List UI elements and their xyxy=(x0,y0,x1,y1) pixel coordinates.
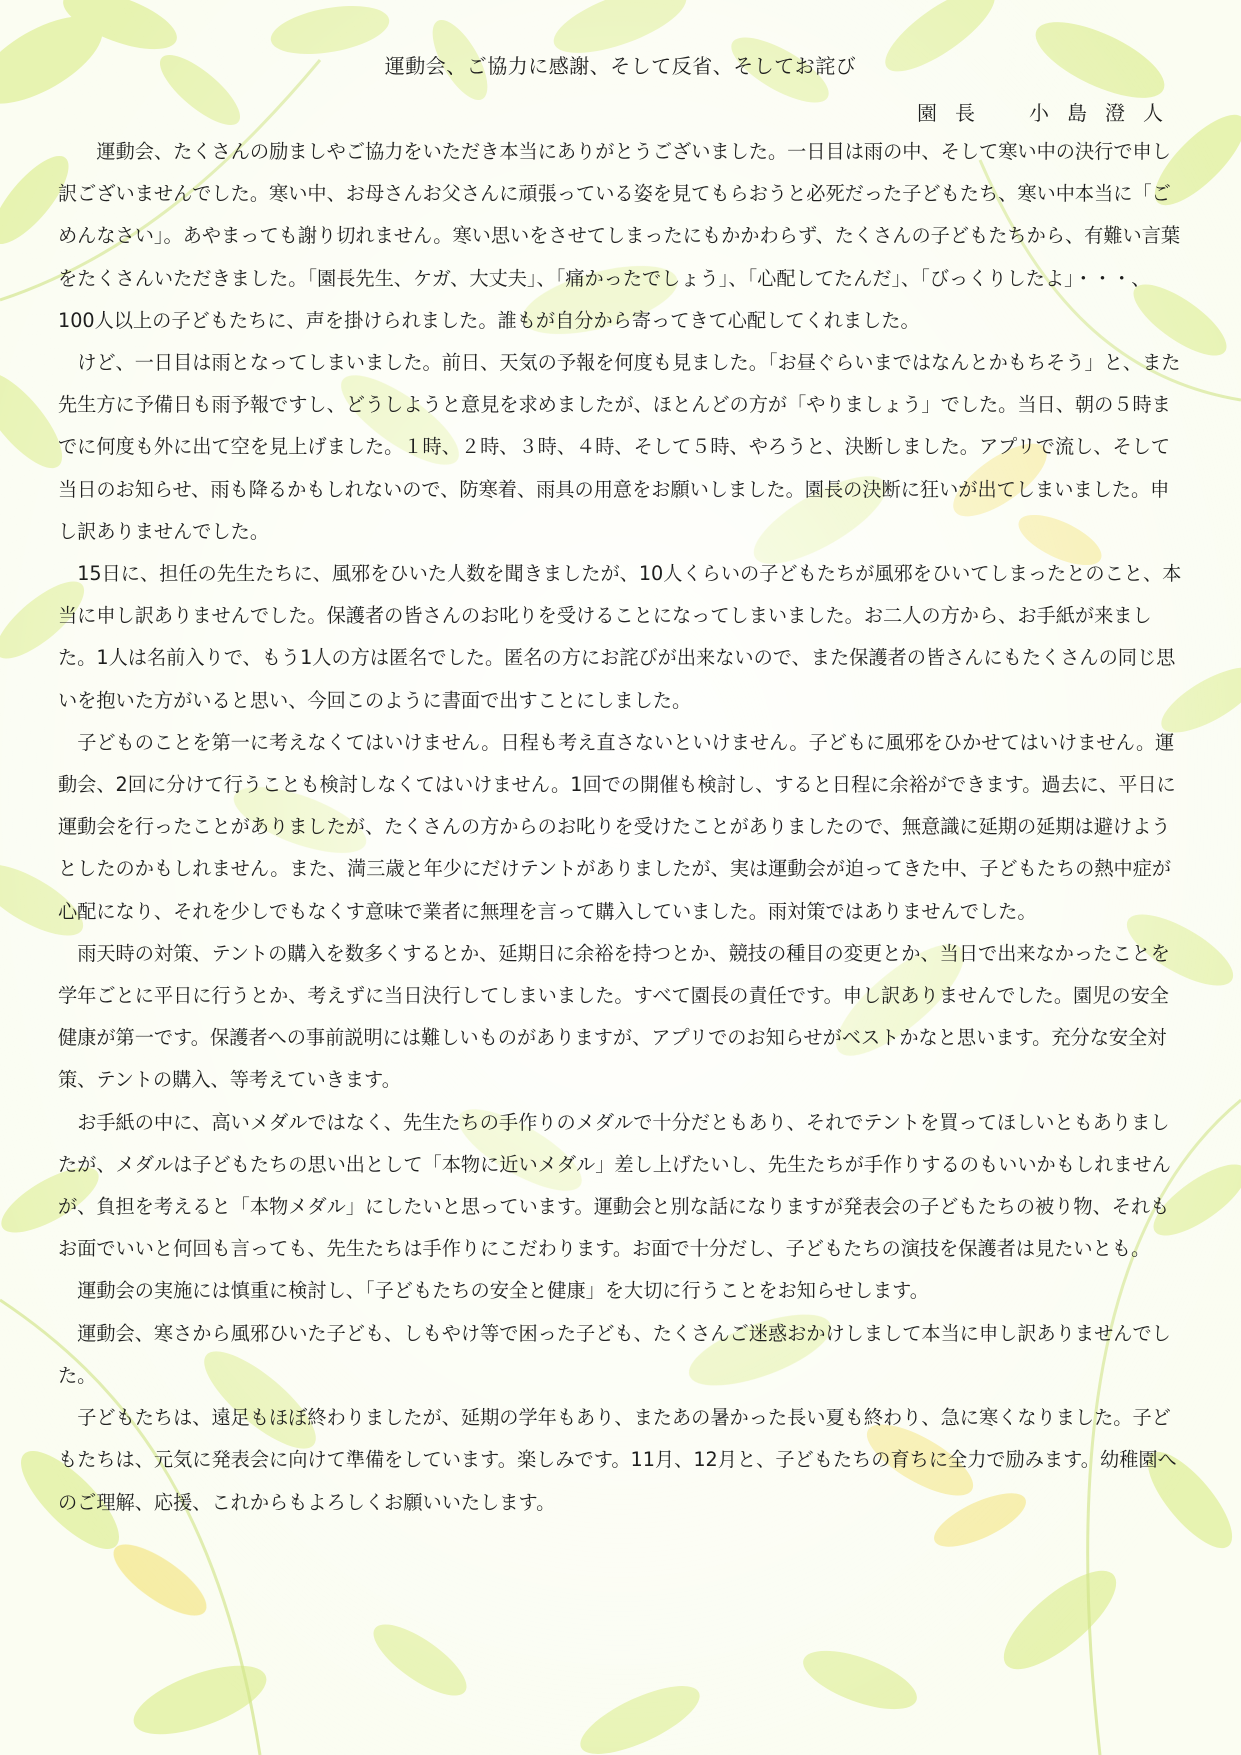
paragraph: お手紙の中に、高いメダルではなく、先生たちの手作りのメダルで十分だともあり、それでテントを買ってほしいともありましたが、メダルは子どもたちの思い出として「本物に近いメダル」差し上げたいし、先生たちが手作りするのもいいかもしれませんが、負担を考えると「本物メダル」にしたいと思っています。運動会と別な話になりますが発表会の子どもたちの被り物、それもお面でいいと何回も言っても、先生たちは手作りにこだわります。お面で十分だし、子どもたちの演技を保護者は見たいとも。 xyxy=(58,1110,1171,1261)
paragraph: けど、一日目は雨となってしまいました。前日、天気の予報を何度も見ました。「お昼ぐらいまではなんとかもちそう」と、また先生方に予備日も雨予報ですし、どうしようと意見を求めましたが、ほとんどの方が「やりましょう」でした。当日、朝の５時までに何度も外に出て空を見上げました。１時、２時、３時、４時、そして５時、やろうと、決断しました。アプリで流し、そして当日のお知らせ、雨も降るかもしれないので、防寒着、雨具の用意をお願いしました。園長の決断に狂いが出てしまいました。申し訳ありませんでした。 xyxy=(58,351,1181,543)
paragraph: 運動会の実施には慎重に検討し、「子どもたちの安全と健康」を大切に行うことをお知らせします。 xyxy=(77,1279,929,1303)
paragraph: 運動会、寒さから風邪ひいた子ども、しもやけ等で困った子ども、たくさんご迷惑おかけしまして本当に申し訳ありませんでした。 xyxy=(58,1321,1171,1387)
letter-body xyxy=(58,131,1184,1524)
author-signature xyxy=(917,97,1181,126)
letter-title: 運動会、ご協力に感謝、そして反省、そしてお詫び xyxy=(384,54,857,78)
paragraph: 15日に、担任の先生たちに、風邪をひいた人数を聞きましたが、10人くらいの子どもたちが風邪をひいてしまったとのこと、本当に申し訳ありませんでした。保護者の皆さんのお叱りを受けることになってしまいました。お二人の方から、お手紙が来ました。1人は名前入りで、もう1人の方は匿名でした。匿名の方にお詫びが出来ないので、また保護者の皆さんにもたくさんの同じ思いを抱いた方がいると思い、今回このように書面で出すことにしました。 xyxy=(58,562,1182,712)
paragraph: 子どものことを第一に考えなくてはいけません。日程も考え直さないといけません。子どもに風邪をひかせてはいけません。運動会、2回に分けて行うことも検討しなくてはいけません。1回での開催も検討し、すると日程に余裕ができます。過去に、平日に運動会を行ったことがありましたが、たくさんの方からのお叱りを受けたことがありましたので、無意識に延期の延期は避けようとしたのかもしれません。また、満三歳と年少にだけテントがありましたが、実は運動会が迫ってきた中、子どもたちの熱中症が心配になり、それを少しでもなくす意味で業者に無理を言って購入していました。雨対策ではありませんでした。 xyxy=(58,730,1176,923)
author-name: 小島澄人 xyxy=(1029,101,1181,125)
paragraph: 子どもたちは、遠足もほぼ終わりましたが、延期の学年もあり、またあの暑かった長い夏も終わり、急に寒くなりました。子どもたちは、元気に発表会に向けて準備をしています。楽しみです。11月、12月と、子どもたちの育ちに全力で励みます。幼稚園へのご理解、応援、これからもよろしくお願いいたします。 xyxy=(58,1406,1177,1514)
paragraph: 運動会、たくさんの励ましやご協力をいただき本当にありがとうございました。一日目は雨の中、そして寒い中の決行で申し訳ございませんでした。寒い中、お母さんお父さんに頑張っている姿を見てもらおうと必死だった子どもたち、寒い中本当に「ごめんなさい」。あやまっても謝り切れません。寒い思いをさせてしまったにもかかわらず、たくさんの子どもたちから、有難い言葉をたくさんいただきました。「園長先生、ケガ、大丈夫」、「痛かったでしょう」、「心配してたんだ」、「びっくりしたよ」・・・、100人以上の子どもたちに、声を掛けられました。誰もが自分から寄ってきて心配してくれました。 xyxy=(58,140,1181,332)
paragraph: 雨天時の対策、テントの購入を数多くするとか、延期日に余裕を持つとか、競技の種目の変更とか、当日で出来なかったことを学年ごとに平日に行うとか、考えずに当日決行してしまいました。すべて園長の責任です。申し訳ありませんでした。園児の安全健康が第一です。保護者への事前説明には難しいものがありますが、アプリでのお知らせがベストかなと思います。充分な安全対策、テントの購入、等考えていきます。 xyxy=(58,941,1170,1092)
author-role: 園長 xyxy=(917,101,993,125)
